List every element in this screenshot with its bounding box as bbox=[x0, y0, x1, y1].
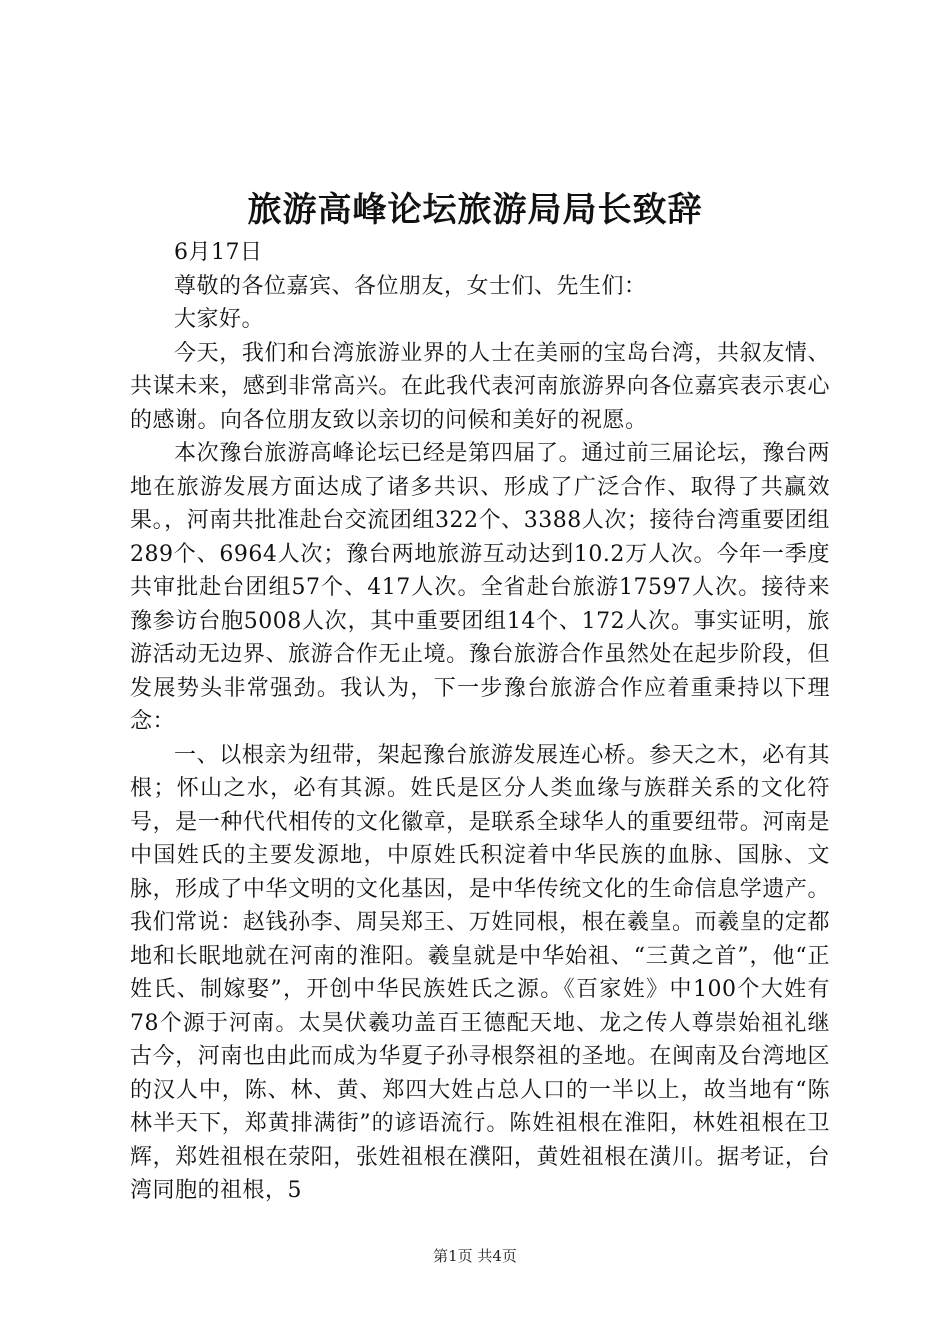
salutation: 尊敬的各位嘉宾、各位朋友，女士们、先生们： bbox=[174, 273, 647, 299]
date-line: 6月17日 bbox=[174, 240, 263, 265]
page-footer: 第1页 共4页 bbox=[433, 1247, 517, 1265]
document-body bbox=[130, 236, 830, 1208]
body-paragraph: 本次豫台旅游高峰论坛已经是第四届了。通过前三届论坛，豫台两地在旅游发展方面达成了诸多共识、形成了广泛合作、取得了共赢效果。，河南共批准赴台交流团组322个、3388人次；接待台湾重要团组289个、6964人次；豫台两地旅游互动达到10.2万人次。今年一季度共审批赴台团组57个、417人次。全省赴台旅游17597人次。接待来豫参访台胞5008人次，其中重要团组14个、172人次。事实证明，旅游活动无边界、旅游合作无止境。豫台旅游合作虽然处在起步阶段，但发展势头非常强劲。我认为，下一步豫台旅游合作应着重秉持以下理念： bbox=[130, 441, 830, 734]
greeting: 大家好。 bbox=[174, 307, 265, 332]
body-paragraph: 今天，我们和台湾旅游业界的人士在美丽的宝岛台湾，共叙友情、共谋未来，感到非常高兴。在此我代表河南旅游界向各位嘉宾表示衷心的感谢。向各位朋友致以亲切的问候和美好的祝愿。 bbox=[130, 340, 830, 433]
body-paragraph: 一、以根亲为纽带，架起豫台旅游发展连心桥。参天之木，必有其根；怀山之水，必有其源。姓氏是区分人类血缘与族群关系的文化符号，是一种代代相传的文化徽章，是联系全球华人的重要纽带。河南是中国姓氏的主要发源地，中原姓氏积淀着中华民族的血脉、国脉、文脉，形成了中华文明的文化基因，是中华传统文化的生命信息学遗产。我们常说：赵钱孙李、周吴郑王、万姓同根，根在羲皇。而羲皇的定都地和长眠地就在河南的淮阳。羲皇就是中华始祖、“三黄之首”，他“正姓氏、制嫁娶”，开创中华民族姓氏之源。《百家姓》中100个大姓有78个源于河南。太昊伏羲功盖百王德配天地、龙之传人尊崇始祖礼继古今，河南也由此而成为华夏子孙寻根祭祖的圣地。在闽南及台湾地区的汉人中，陈、林、黄、郑四大姓占总人口的一半以上，故当地有“陈林半天下，郑黄排满街”的谚语流行。陈姓祖根在淮阳，林姓祖根在卫辉，郑姓祖根在荥阳，张姓祖根在濮阳，黄姓祖根在潢川。据考证，台湾同胞的祖根，5 bbox=[130, 742, 830, 1203]
document-title: 旅游高峰论坛旅游局局长致辞 bbox=[247, 190, 703, 230]
